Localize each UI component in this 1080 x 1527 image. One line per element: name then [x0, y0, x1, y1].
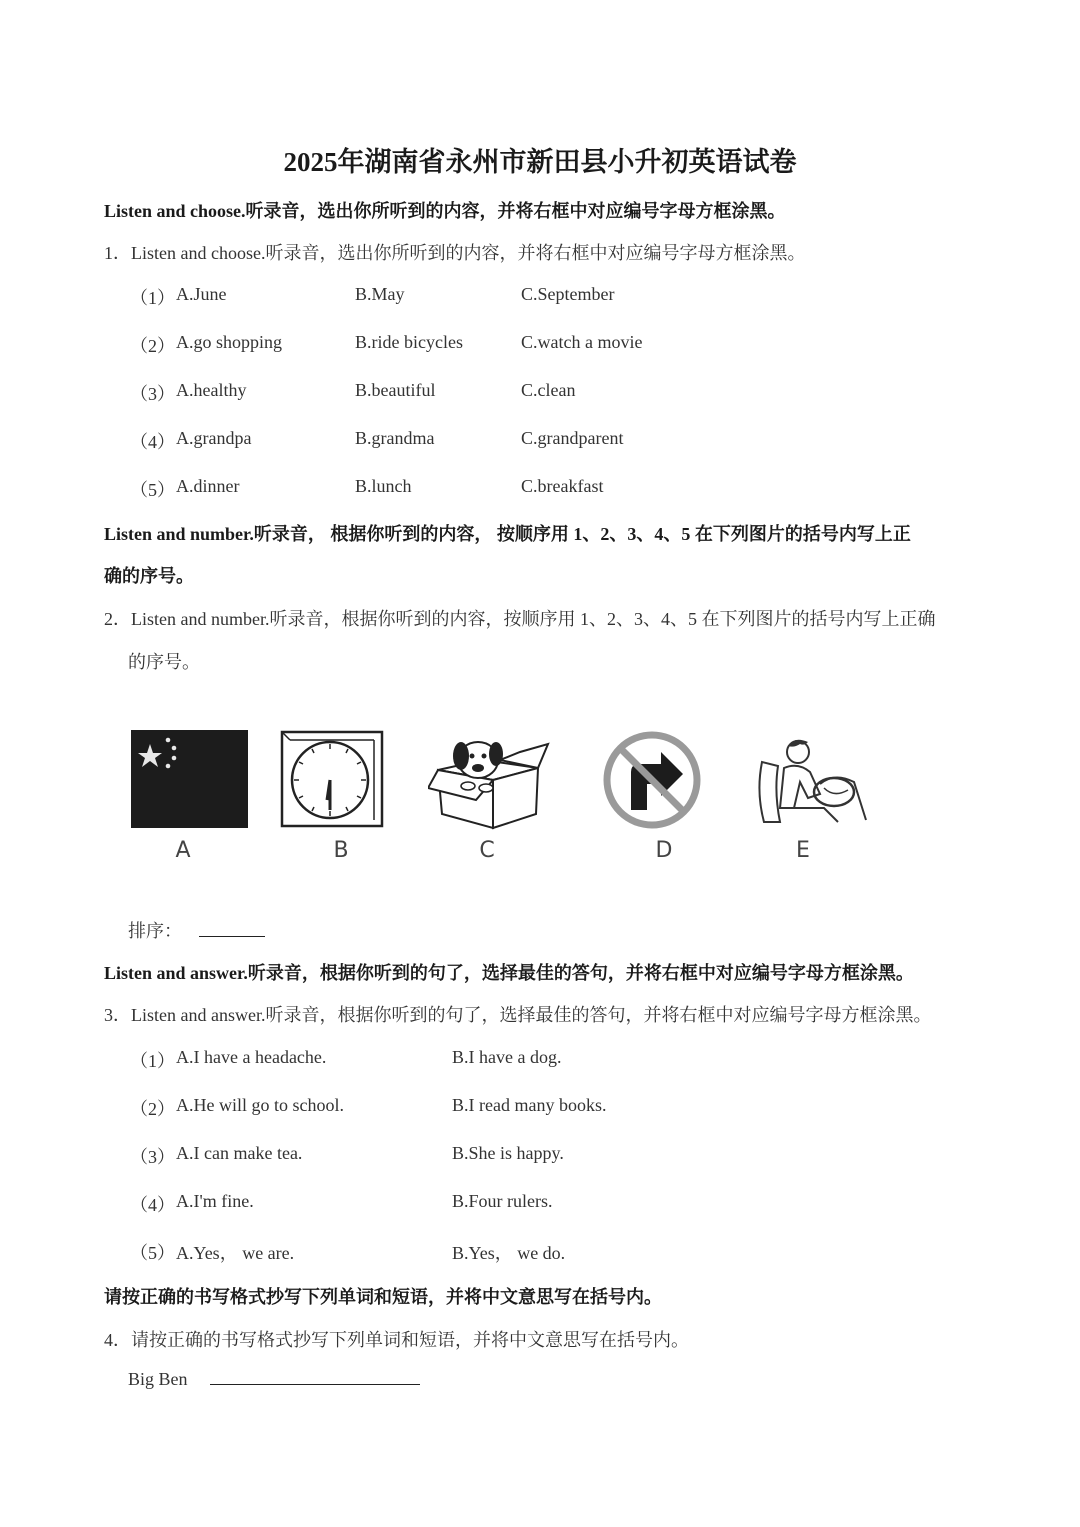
item-number: （3） [130, 384, 175, 404]
dog-in-box-icon [428, 730, 550, 830]
option-c: C.watch a movie [521, 332, 643, 352]
item-number: （2） [130, 1099, 175, 1119]
option-b: B.She is happy. [452, 1143, 564, 1163]
question-1: 1．Listen and choose.听录音，选出你所听到的内容，并将右框中对应编号字母方框涂黑。 [104, 243, 806, 263]
picture-label-e: E [796, 838, 810, 863]
no-right-turn-sign-icon [601, 730, 703, 830]
picture-label-d: D [655, 838, 673, 863]
china-flag-icon [131, 730, 248, 828]
option-b: B.Yes， we do. [452, 1243, 566, 1263]
question-4: 4．请按正确的书写格式抄写下列单词和短语，并将中文意思写在括号内。 [104, 1330, 689, 1350]
option-a: A.June [176, 284, 227, 304]
picture-label-c: C [479, 838, 495, 863]
page-title: 2025年湖南省永州市新田县小升初英语试卷 [283, 147, 797, 177]
option-a: A.I have a headache. [176, 1047, 327, 1067]
option-a: A.I'm fine. [176, 1191, 254, 1211]
copy-row [128, 1369, 420, 1390]
item-number: （2） [130, 336, 175, 356]
picture-label-b: B [333, 838, 349, 863]
option-a: A.go shopping [176, 332, 283, 352]
clock-icon [280, 730, 384, 828]
option-b: B.beautiful [355, 380, 436, 400]
option-c: C.September [521, 284, 615, 304]
section-listen-number: Listen and number.听录音， 根据你听到的内容， 按顺序用 1、2、3、4、5 在下列图片的括号内写上正 [104, 524, 911, 544]
order-label: 排序： [128, 921, 182, 941]
item-number: （1） [130, 288, 175, 308]
option-b: B.grandma [355, 428, 435, 448]
question-2-cont: 的序号。 [128, 652, 200, 672]
item-number: （1） [130, 1051, 175, 1071]
question-3: 3．Listen and answer.听录音，根据你听到的句了，选择最佳的答句，并将右框中对应编号字母方框涂黑。 [104, 1005, 932, 1025]
option-a: A.grandpa [176, 428, 252, 448]
question-2: 2．Listen and number.听录音，根据你听到的内容，按顺序用 1、2、3、4、5 在下列图片的括号内写上正确 [104, 609, 936, 629]
item-number: （3） [130, 1147, 175, 1167]
copy-word: Big Ben [128, 1369, 188, 1389]
option-b: B.ride bicycles [355, 332, 463, 352]
picture-label-a: A [175, 838, 191, 863]
item-number: （4） [130, 1195, 175, 1215]
section-listen-answer: Listen and answer.听录音，根据你听到的句了，选择最佳的答句，并将右框中对应编号字母方框涂黑。 [104, 963, 914, 983]
order-answer-blank[interactable] [199, 922, 265, 937]
option-a: A.healthy [176, 380, 247, 400]
item-number: （5） [130, 480, 175, 500]
section-listen-number-cont: 确的序号。 [104, 566, 194, 586]
option-b: B.I have a dog. [452, 1047, 562, 1067]
section-copy-words: 请按正确的书写格式抄写下列单词和短语，并将中文意思写在括号内。 [104, 1287, 662, 1307]
option-a: A.I can make tea. [176, 1143, 303, 1163]
option-b: B.I read many books. [452, 1095, 607, 1115]
option-b: B.May [355, 284, 405, 304]
option-c: C.grandparent [521, 428, 624, 448]
option-a: A.dinner [176, 476, 240, 496]
man-driving-icon [754, 732, 874, 830]
section-listen-choose: Listen and choose.听录音，选出你所听到的内容，并将右框中对应编号字母方框涂黑。 [104, 201, 786, 221]
option-a: A.He will go to school. [176, 1095, 344, 1115]
option-a: A.Yes， we are. [176, 1243, 295, 1263]
option-b: B.lunch [355, 476, 412, 496]
item-number: （4） [130, 432, 175, 452]
option-c: C.clean [521, 380, 576, 400]
order-row [128, 917, 265, 943]
option-c: C.breakfast [521, 476, 604, 496]
item-number: （5） [130, 1243, 175, 1263]
option-b: B.Four rulers. [452, 1191, 553, 1211]
copy-answer-blank[interactable] [210, 1370, 420, 1385]
